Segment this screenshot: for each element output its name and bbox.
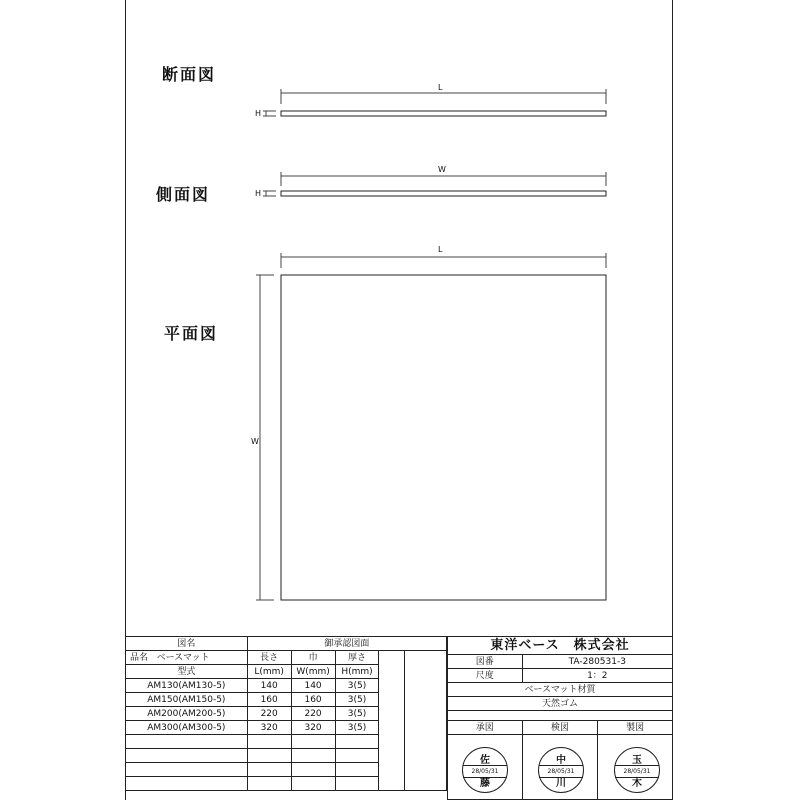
col-thickness-header: 厚さ [335,651,379,665]
stamp-bottom-char: 川 [556,778,566,789]
width-cell: 220 [291,707,335,721]
side-height-label: H [255,189,262,198]
stamp-top-char: 佐 [480,755,490,766]
model-cell: AM300(AM300-5) [126,721,248,735]
side-plate [281,191,606,196]
approval-stamp-1 [538,747,584,793]
side-length-label: W [438,165,446,174]
material-value: 天然ゴム [448,697,673,711]
col-length-header: 長さ [247,651,291,665]
spare-col-1 [379,651,405,791]
length-cell: 140 [247,679,291,693]
col-width-header: 巾 [291,651,335,665]
length-cell: 220 [247,707,291,721]
model-cell: AM150(AM150-5) [126,693,248,707]
model-label: 型式 [126,665,248,679]
approval-stamp-0 [462,747,508,793]
section-length-dimension [281,89,606,104]
material-label: ベースマット材質 [448,683,673,697]
width-cell: 140 [291,679,335,693]
plan-length-dimension [281,253,606,268]
stamp-date: 28/05/31 [463,765,507,778]
plan-width-label: W [251,437,259,446]
drawing-no-value: TA-280531-3 [522,655,672,669]
unit-width: W(mm) [291,665,335,679]
plan-length-label: L [438,245,443,254]
thickness-cell: 3(5) [335,721,379,735]
company-name: 東洋ベース 株式会社 [448,637,673,655]
side-length-dimension [281,172,606,186]
side-view-title: 側面図 [156,185,211,204]
length-cell: 320 [247,721,291,735]
drawing-no-label: 図番 [448,655,523,669]
section-plate [281,111,606,116]
thickness-cell: 3(5) [335,679,379,693]
stamp-top-char: 玉 [632,755,642,766]
spacer-row [448,711,673,721]
scale-value: 1：2 [522,669,672,683]
width-cell: 160 [291,693,335,707]
section-height-dimension [263,111,276,116]
section-view-title: 断面図 [162,65,217,84]
product-cell [126,651,248,665]
stamp-bottom-char: 木 [632,778,642,789]
width-cell: 320 [291,721,335,735]
thickness-cell: 3(5) [335,707,379,721]
model-cell: AM130(AM130-5) [126,679,248,693]
plan-plate [281,275,606,600]
length-cell: 160 [247,693,291,707]
unit-thickness: H(mm) [335,665,379,679]
product-value: ベースマット [156,652,210,663]
approval-label-2: 製図 [598,721,673,735]
approval-label-1: 検図 [522,721,598,735]
drawing-name-label: 図名 [126,637,248,651]
side-height-dimension [263,191,276,196]
product-label: 品名 [130,652,149,663]
stamp-top-char: 中 [556,755,566,766]
title-block [125,636,673,800]
spare-col-2 [405,651,447,791]
section-height-label: H [255,109,262,118]
approval-stamp-2 [614,747,660,793]
stamp-date: 28/05/31 [539,765,583,778]
stamp-date: 28/05/31 [615,765,659,778]
spec-table [125,636,447,791]
model-cell: AM200(AM200-5) [126,707,248,721]
unit-length: L(mm) [247,665,291,679]
section-length-label: L [438,83,443,92]
scale-label: 尺度 [448,669,523,683]
drawing-name-value: 御承認図面 [247,637,446,651]
stamp-bottom-char: 藤 [480,778,490,789]
approval-label-0: 承図 [448,721,523,735]
plan-view-title: 平面図 [164,324,219,343]
thickness-cell: 3(5) [335,693,379,707]
